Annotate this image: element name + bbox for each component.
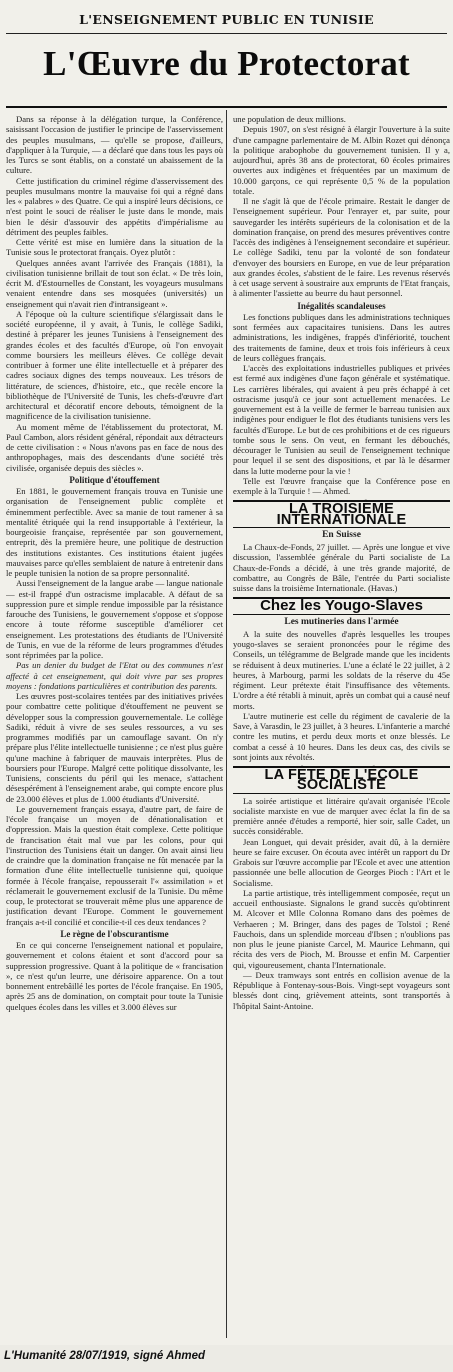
section-title-yougo-slaves: Chez les Yougo-Slaves (233, 597, 450, 614)
paragraph: En 1881, le gouvernement français trouva en Tunisie une organisation de l'enseignement public complète et éminemment perfectible. Avec sa manie de tout ramener à sa mentalité étriquée qui la rend insupportable à l'extérieur, la bourgeoisie française, représentée par son gouvernement, entreprit, dès la première heure, une politique de destruction des institutions existantes. Ces institutions étaient jugées mauvaises parce qu'elles semblaient de nature à entretenir dans le peuple tunisien la notion de sa propre personnalité. (6, 486, 223, 578)
right-column (233, 114, 450, 1340)
paragraph: La soirée artistique et littéraire qu'avait organisée l'Ecole socialiste marxiste en vue de marquer avec éclat la fin de sa première année d'études a remporté, hier soir, salle Cadet, un succès considérable. (233, 795, 450, 837)
paragraph: A l'époque où la culture scientifique s'élargissait dans le société européenne, il y avait, à Tunis, le collège Sadiki, destiné à préparer les jeunes Tunisiens à l'enseignement des grandes écoles et des facultés d'Europe, où l'on envoyait comme boursiers les meilleurs élèves. Ce collège devait contribuer à former une élite intellectuelle et à préparer des cadres sociaux dignes des temps nouveaux. Les trésors de littérature, de sciences, d'histoire, etc., que recèle encore la bibliothèque de l'Université de Tunis, les chefs-d'œuvre d'art architectural et décoratif encore debouts, témoignent de la magnificence de la civilisation tunisienne. (6, 308, 223, 422)
kicker-rule (6, 33, 447, 34)
paragraph: Dans sa réponse à la délégation turque, la Conférence, saisissant l'occasion de justifier le principe de l'asservissement des peuples musulmans, — qu'elle se propose, d'ailleurs, d'appliquer à la Turquie, — a déclaré que dans tous les pays où les Turcs se sont établis, on a constaté un abaissement de la culture. (6, 114, 223, 176)
section-title-ecole-socialiste: LA FÊTE DE L'ÉCOLE SOCIALISTE (233, 766, 450, 794)
left-column (6, 114, 223, 1340)
article-headline: L'Œuvre du Protectorat (43, 44, 410, 83)
paragraph: Les fonctions publiques dans les administrations techniques sont fermées aux capacitaires tunisiens. Dans les autres administrations, les indigènes, frappés d'infériorité, touchent des traitements de famine, deux et trois fois inférieurs à ceux de leurs collègues français. (233, 311, 450, 363)
paragraph: Au moment même de l'établissement du protectorat, M. Paul Cambon, alors résident général, répondait aux détracteurs de cette civilisation : « Nous n'avons pas en face de nous des anthropophages, mais des descendants d'une société très civilisée, organisée depuis des siècles ». (6, 421, 223, 473)
paragraph: L'autre mutinerie est celle du régiment de cavalerie de la Save, à Varasdin, le 23 juillet, à 3 heures. L'infanterie a marché contre les mutins, et perdu deux morts et onze blessés. Le combat a cessé à 10 heures. Dans les deux cas, des civils se sont joints aux révoltés. (233, 710, 450, 762)
paragraph: Jean Longuet, qui devait présider, avait dû, à la dernière heure se faire excuser. On écouta avec intérêt un rapport du Dr Grabois sur l'œuvre accomplie par l'Ecole et avec une attention passionnée une belle allocution de Georges Pioch : l'Art et le Socialisme. (233, 836, 450, 888)
paragraph: Aussi l'enseignement de la langue arabe — langue nationale — est-il frappé d'un ostracisme implacable. A défaut de sa suppression pure et simple rendue impossible par la résistance farouche des Tunisiens, le gouvernement s'oppose et s'oppose encore à toute réforme susceptible d'améliorer cet enseignement. Les protestations des étudiants de l'Université de Tunis, en vue de la réforme de leurs programmes d'études sont réprimées par la police. (6, 578, 223, 660)
paragraph: La partie artistique, très intelligemment composée, reçut un accueil enthousiaste. Signalons le grand succès qu'obtinrent M. Alcover et Mlle Colonna Romano dans des poèmes de Verhaeren ; M. Bringer, dans des pages de Tolstoï ; René Fauchois, dans un splendide morceau d'Ibsen ; n'oublions pas non plus le jeune pianiste Carcel, M. Maurice Lehmann, qui récita des vers de Pioch, M. Brousse et enfin M. Carpentier qui, vigoureusement, chanta l'Internationale. (233, 887, 450, 970)
paragraph: Depuis 1907, on s'est résigné à élargir l'ouverture à la suite d'une campagne parlementaire de M. Albin Rozet qui dénonça la politique arabophobe du gouvernement tunisien. Il y a, aujourd'hui, après 38 ans de protectorat, 60 écoles primaires ouvertes aux indigènes et fréquentées par un maximum de 10.000 garçons, ce qui représente 0,5 % de la population totale. (233, 124, 450, 196)
paragraph: Les œuvres post-scolaires tentées par des initiatives privées pour combattre cette politique d'étouffement ne peuvent se développer sous la compression gouvernementale. Le collège Sadiki, réduit à vivre de ses seules ressources, a vu ses programmes modifiés par un camouflage savant. On n'y prépare plus l'élite intellectuelle tunisienne ; ce n'est plus guère qu'une machine à fabriquer de mauvais interprètes. Plus de boursiers pour l'Europe. Malgré cette politique dissolvante, les Tunisiens, conscients du péril qui les menace, s'attachent désespérément à l'enseignement arabe, qui compte encore plus de 23.000 élèves et plus de 1.000 étudiants d'Université. (6, 691, 223, 804)
subheading: Inégalités scandaleuses (297, 300, 386, 311)
paragraph: Il ne s'agit là que de l'école primaire. Restait le danger de l'enseignement supérieur. Pour l'enrayer et, par suite, pour sauvegarder les intérêts supérieurs de la colonisation et de la domination française, on prend des mesures préventives contre l'accès des indigènes à l'enseignement secondaire et supérieur. Le collège Sadiki, tenu par la volonté de son fondateur d'envoyer des boursiers en Europe, en vue de leur préparation aux grandes écoles, s'abstient de le faire. Les revenus réservés à cet usage servent à soustraire aux emprunts de l'Etat français, à alimenter l'assiette au beurre du haut personnel. (233, 196, 450, 299)
section-subtitle: Les mutineries dans l'armée (284, 616, 399, 627)
paragraph: La Chaux-de-Fonds, 27 juillet. — Après une longue et vive discussion, l'assemblée générale du Parti socialiste de La Chaux-de-Fonds a décidé, à une très grande majorité, de combattre, au Congrès de Bâle, l'entrée du Parti socialiste suisse dans la troisième Internationale. (Havas.) (233, 542, 450, 593)
paragraph: Le gouvernement français essaya, d'autre part, de faire de l'école française un moyen de dénationalisation et d'oppression. Mais la question était complexe. Cette politique de francisation était mal vue par les colons, pour qui l'instruction des Tunisiens était un danger. On avait ainsi lieu de craindre que la domination française ne fût menacée par la formation d'une élite intellectuelle tunisienne qui, quoique formée à l'école française, repousserait l'« assimilation » et réclamerait le gouvernement exclusif de la Tunisie. Du même coup, le protectorat se trouverait même plus une apparence de justification devant l'Europe. Comment le gouvernement français a-t-il concilié et concilie-t-il ces deux tendances ? (6, 803, 223, 927)
section-subtitle: En Suisse (322, 529, 361, 540)
paragraph: L'accès des exploitations industrielles publiques et privées est fermé aux indigènes d'une façon générale et systématique. Les carrières libérales, qui avaient à peu près échappé à cet ostracisme jusqu'à ce jour sont actuellement menacées. Le gouvernement est à la veille de fermer le barreau tunisien aux indigènes pour endiguer le flot des étudiants tunisiens vers les facultés d'Europe. Le but de ces prohibitions et de ces rigueurs tombe sous le sens. On veut, en fermant les débouchés, décourager le Tunisien au seuil de l'enseignement technique pour lequel il se sent des dispositions, et par là le désarmer dans la lutte moderne pour la vie ! (233, 363, 450, 476)
paragraph: Telle est l'œuvre française que la Conférence pose en exemple à la Turquie ! — Ahmed. (233, 475, 450, 496)
subheading: Le règne de l'obscurantisme (60, 928, 169, 939)
column-divider (226, 110, 227, 1338)
image-caption: L'Humanité 28/07/1919, signé Ahmed (4, 1350, 206, 1362)
section-kicker: L'ENSEIGNEMENT PUBLIC EN TUNISIE (79, 12, 374, 27)
paragraph: une population de deux millions. (233, 114, 346, 124)
section-title-internationale: LA TROISIÈME INTERNATIONALE (233, 500, 450, 528)
paragraph: A la suite des nouvelles d'après lesquelles les troupes yougo-slaves se seraient prononcées pour le régime des Conseils, un télégramme de Belgrade mande que les incidents se réduisent à deux mutineries. L'une a éclaté le 22 juillet, à 2 heures, à Marbourg, parmi les soldats de la réserve du 45e régiment. Leur prétexte était l'insuffisance des vêtements. L'ordre a été rétabli à minuit, après un combat qui a causé neuf morts. (233, 628, 450, 711)
paragraph: Pas un denier du budget de l'Etat ou des communes n'est affecté à cet enseignement, qui doit vivre par ses propres moyens : fondations particulières et contribution des parents. (6, 660, 223, 691)
paragraph: Quelques années avant l'arrivée des Français (1881), la civilisation tunisienne brillait de tout son éclat. « De très loin, écrit M. d'Estournelles de Constant, les voyageurs musulmans venaient entendre dans ses mosquées (universités) un enseignement qui n'avait rien d'intransigeant ». (6, 257, 223, 309)
paragraph: Cette vérité est mise en lumière dans la situation de la Tunisie sous le protectorat français. Oyez plutôt : (6, 237, 223, 258)
paragraph: Cette justification du criminel régime d'asservissement des peuples musulmans montre la mauvaise foi qui a régné dans les « palabres » des Quatre. Ce qui a inspiré leurs décisions, ce n'est point le souci de réaliser le juste dans le monde, mais bien le désir d'assouvir des appétits d'impérialisme au détriment des peuples faibles. (6, 175, 223, 237)
headline-rule (6, 106, 447, 108)
subheading: Politique d'étouffement (69, 474, 160, 485)
news-brief: — Deux tramways sont entrés en collision avenue de la République à Fontenay-sous-Bois. Vingt-sept voyageurs sont blessés dont cinq, grièvement atteints, sont transportés à l'hôpital Saint-Antoine. (233, 969, 450, 1011)
paragraph: En ce qui concerne l'enseignement national et populaire, gouvernement et colons étaient et sont d'accord pour sa suppression progressive. Quant à la politique de « francisation », ce n'est qu'un leurre, une dérisoire apparence. On a tout bonnement entrebâillé les portes de l'école française. En 1905, après 25 ans de domination, on comptait pour toute la Tunisie quelques écoles dans les villes et 3.000 élèves sur (6, 940, 223, 1012)
